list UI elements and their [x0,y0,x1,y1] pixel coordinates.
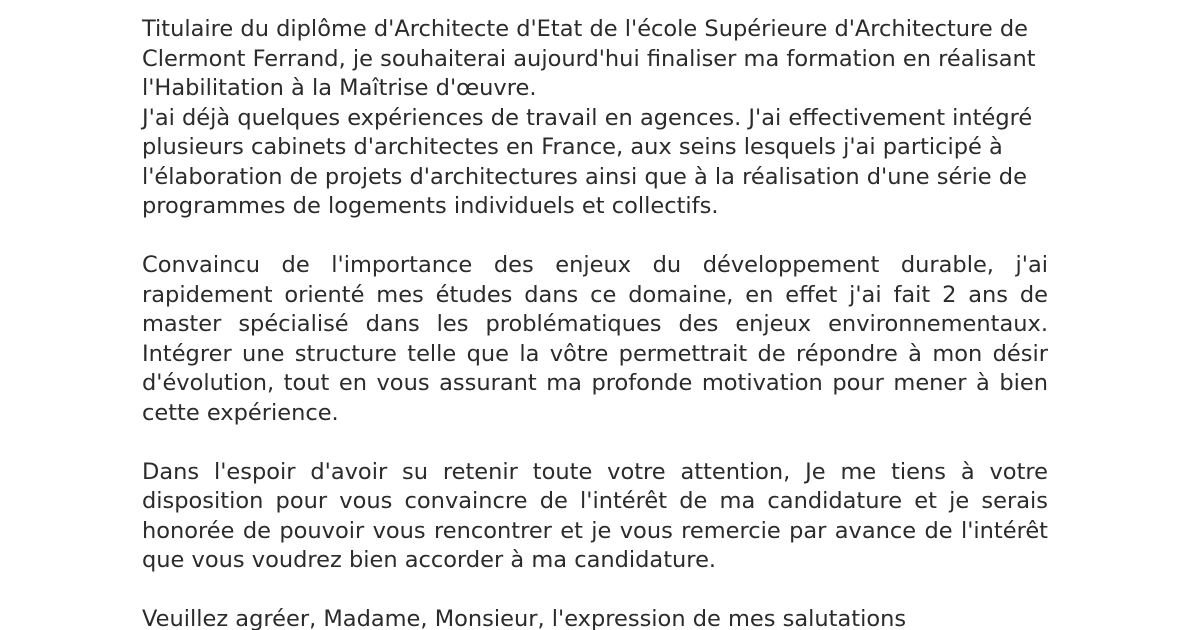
cover-letter-body [142,15,1048,630]
paragraph-gap [142,428,1048,458]
paragraph-gap [142,576,1048,606]
availability-paragraph: Dans l'espoir d'avoir su retenir toute votre attention, Je me tiens à votre disposition pour vous convaincre de l'intérêt de ma candidature et je serais honorée de pouvoir vous rencontrer et je vous remercie par avance de l'intérêt que vous voudrez bien accorder à ma candidature. [142,458,1048,573]
closing-paragraph: Veuillez agréer, Madame, Monsieur, l'expression de mes salutations [142,606,907,630]
experience-paragraph: J'ai déjà quelques expériences de travail en agences. J'ai effectivement intégré plusieurs cabinets d'architectes en France, aux seins lesquels j'ai participé à l'élaboration de projets d'architectures ainsi que à la réalisation d'une série de programmes de logements individuels et collectifs. [142,104,1033,219]
paragraph-gap [142,222,1048,252]
intro-paragraph: Titulaire du diplôme d'Architecte d'Etat de l'école Supérieure d'Architecture de Clermont Ferrand, je souhaiterai aujourd'hui finaliser ma formation en réalisant l'Habilitation à la Maîtrise d'œuvre. [142,16,1036,101]
motivation-paragraph: Convaincu de l'importance des enjeux du développement durable, j'ai rapidement orienté mes études dans ce domaine, en effet j'ai fait 2 ans de master spécialisé dans les problématiques des enjeux environnementaux. Intégrer une structure telle que la vôtre permettrait de répondre à mon désir d'évolution, tout en vous assurant ma profonde motivation pour mener à bien cette expérience. [142,252,1048,426]
